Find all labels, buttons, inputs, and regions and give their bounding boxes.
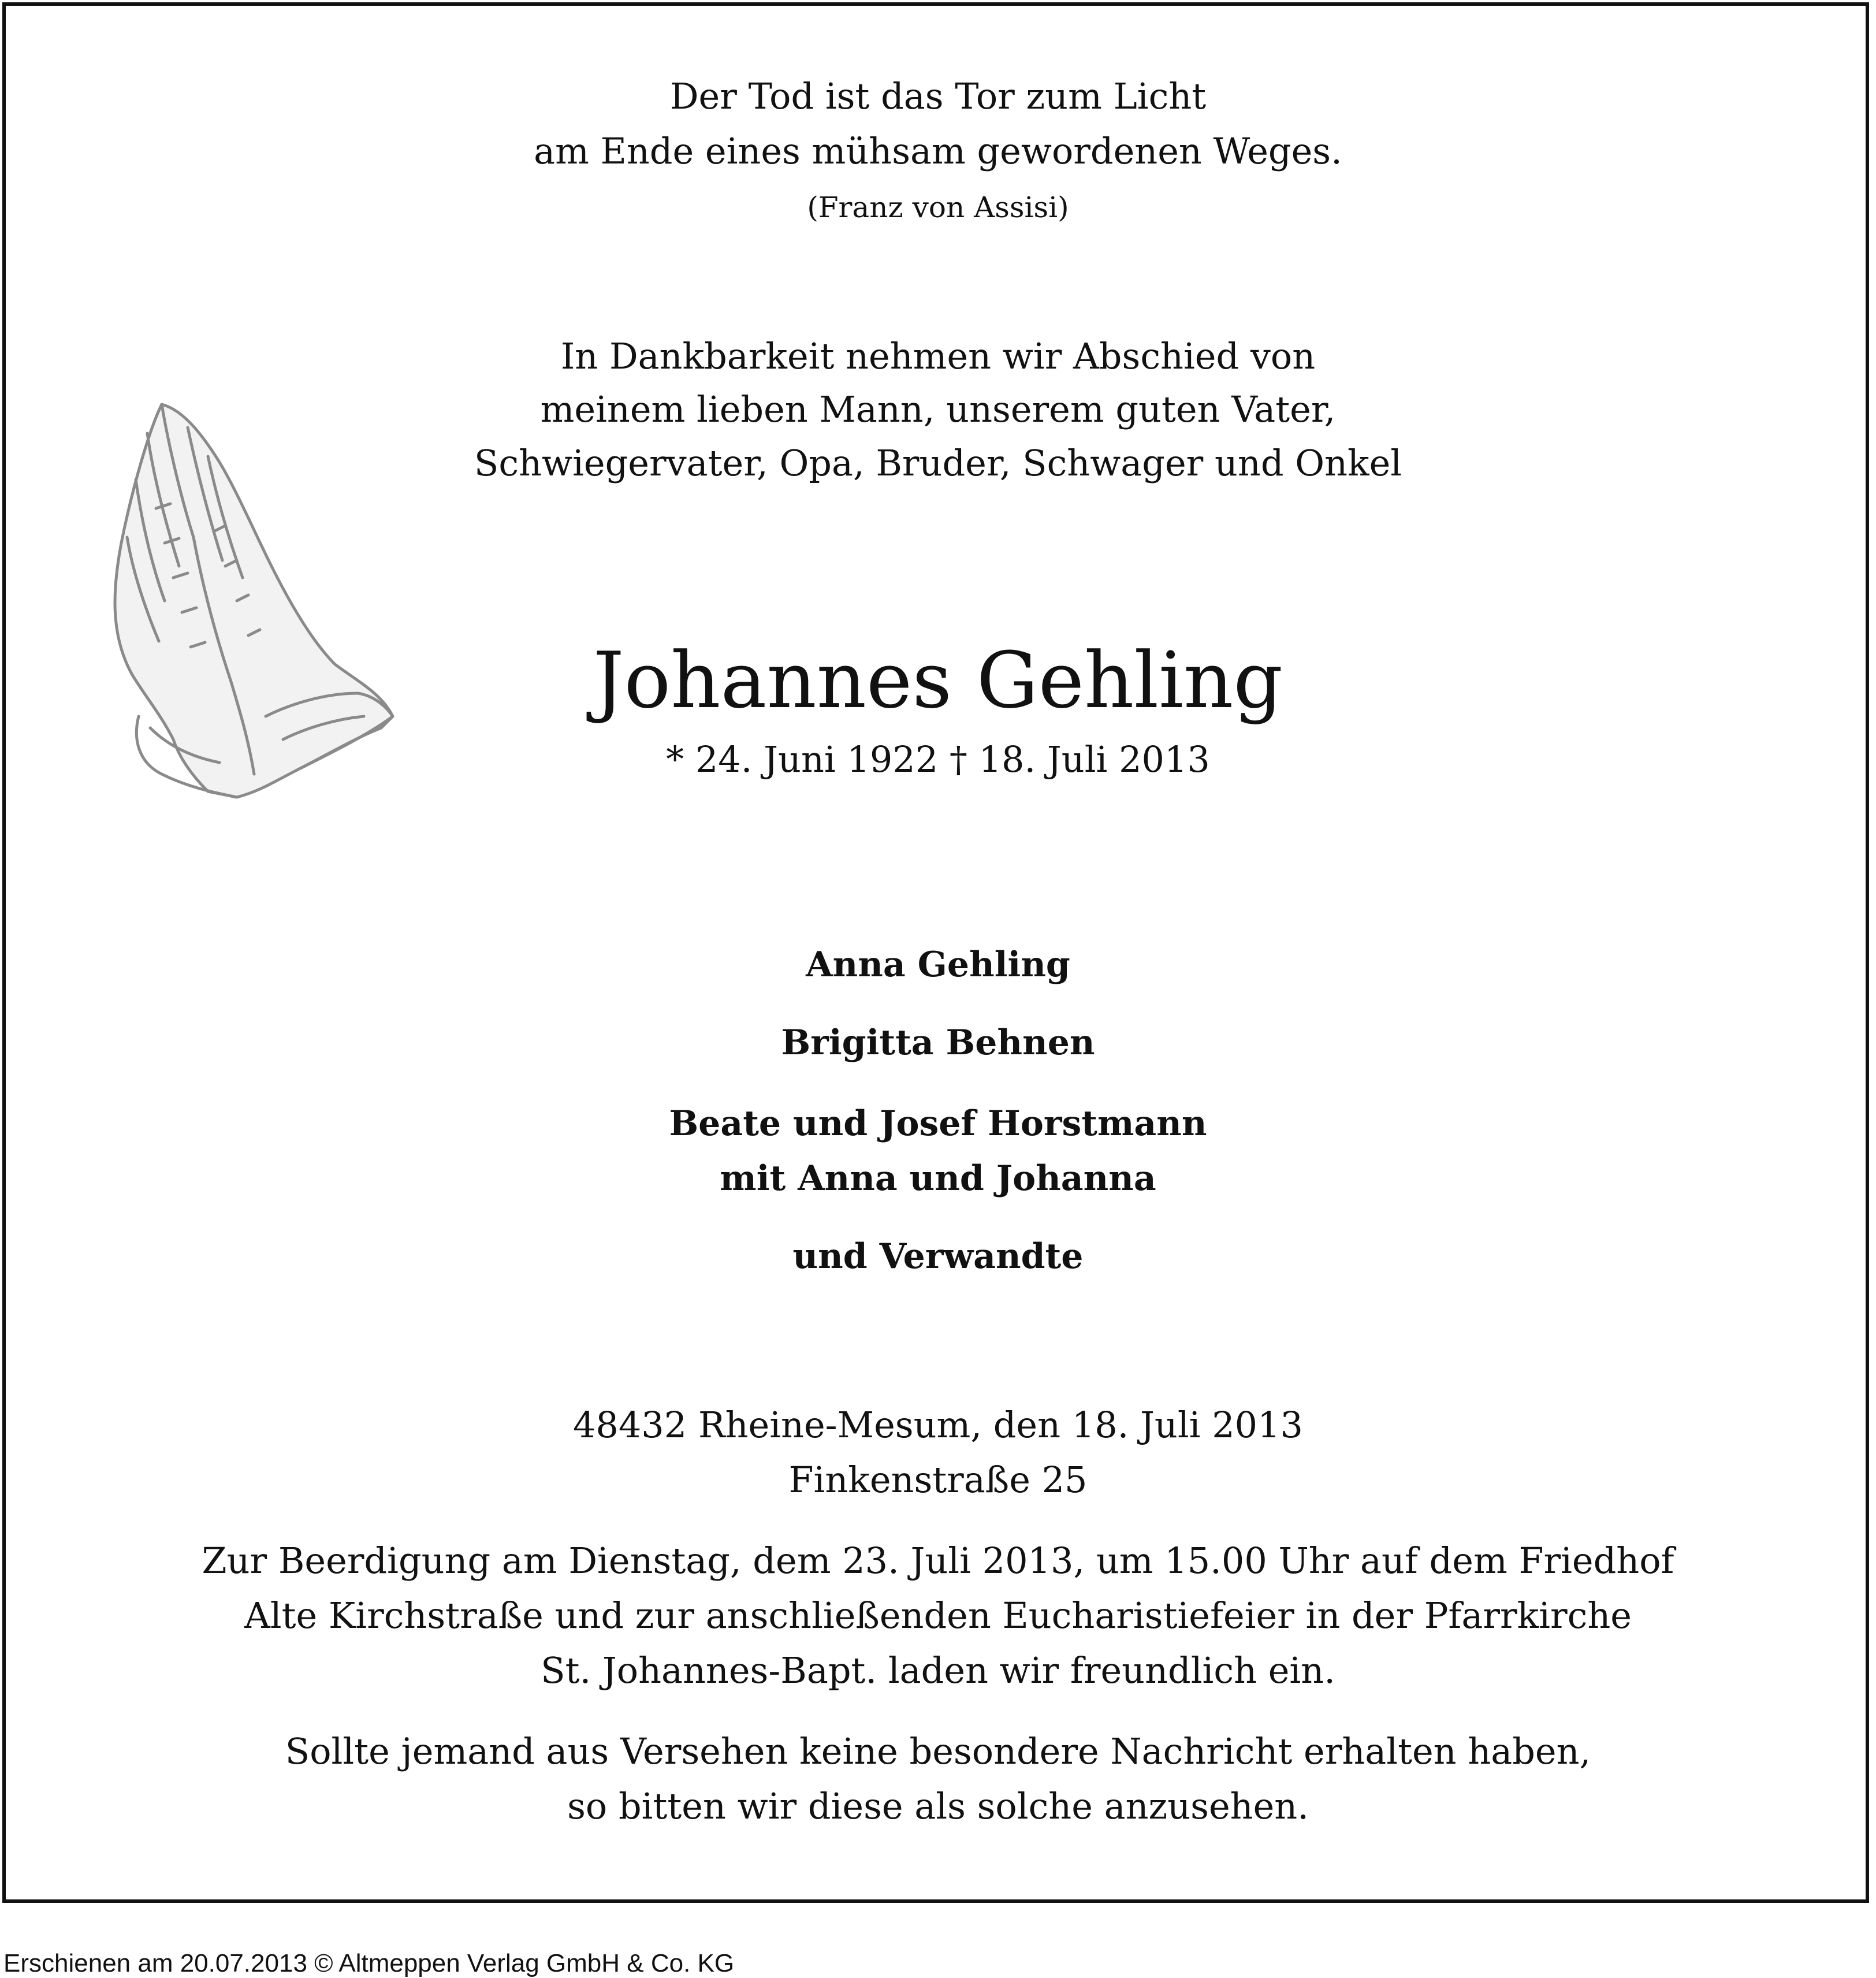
intro-line-1: In Dankbarkeit nehmen wir Abschied von	[560, 335, 1316, 377]
quote-source: (Franz von Assisi)	[807, 191, 1069, 224]
funeral-line-1: Zur Beerdigung am Dienstag, dem 23. Juli 2013, um 15.00 Uhr auf dem Friedhof	[202, 1540, 1674, 1582]
mourner-1: Anna Gehling	[806, 945, 1070, 985]
life-dates: * 24. Juni 1922 † 18. Juli 2013	[666, 738, 1210, 780]
funeral-line-3: St. Johannes-Bapt. laden wir freundlich ein.	[541, 1649, 1335, 1691]
mourner-3-line-2: mit Anna und Johanna	[720, 1158, 1156, 1199]
address-line-1: 48432 Rheine-Mesum, den 18. Juli 2013	[572, 1404, 1304, 1446]
deceased-name: Johannes Gehling	[593, 635, 1283, 726]
note-line-1: Sollte jemand aus Versehen keine besondere Nachricht erhalten haben,	[285, 1730, 1591, 1772]
intro-line-2: meinem lieben Mann, unserem guten Vater,	[540, 388, 1336, 430]
quote-line-2: am Ende eines mühsam gewordenen Weges.	[534, 130, 1342, 172]
publication-footer: Erschienen am 20.07.2013 © Altmeppen Verlag GmbH & Co. KG	[3, 1949, 735, 1977]
funeral-line-2: Alte Kirchstraße und zur anschließenden Eucharistiefeier in der Pfarrkirche	[244, 1594, 1632, 1637]
note-line-2: so bitten wir diese als solche anzusehen.	[567, 1785, 1309, 1827]
intro-line-3: Schwiegervater, Opa, Bruder, Schwager und Onkel	[474, 442, 1402, 484]
address-line-2: Finkenstraße 25	[788, 1459, 1088, 1501]
mourner-2: Brigitta Behnen	[781, 1023, 1095, 1063]
mourner-3-line-1: Beate und Josef Horstmann	[669, 1103, 1207, 1144]
mourner-4: und Verwandte	[792, 1236, 1084, 1277]
quote-line-1: Der Tod ist das Tor zum Licht	[669, 75, 1207, 117]
